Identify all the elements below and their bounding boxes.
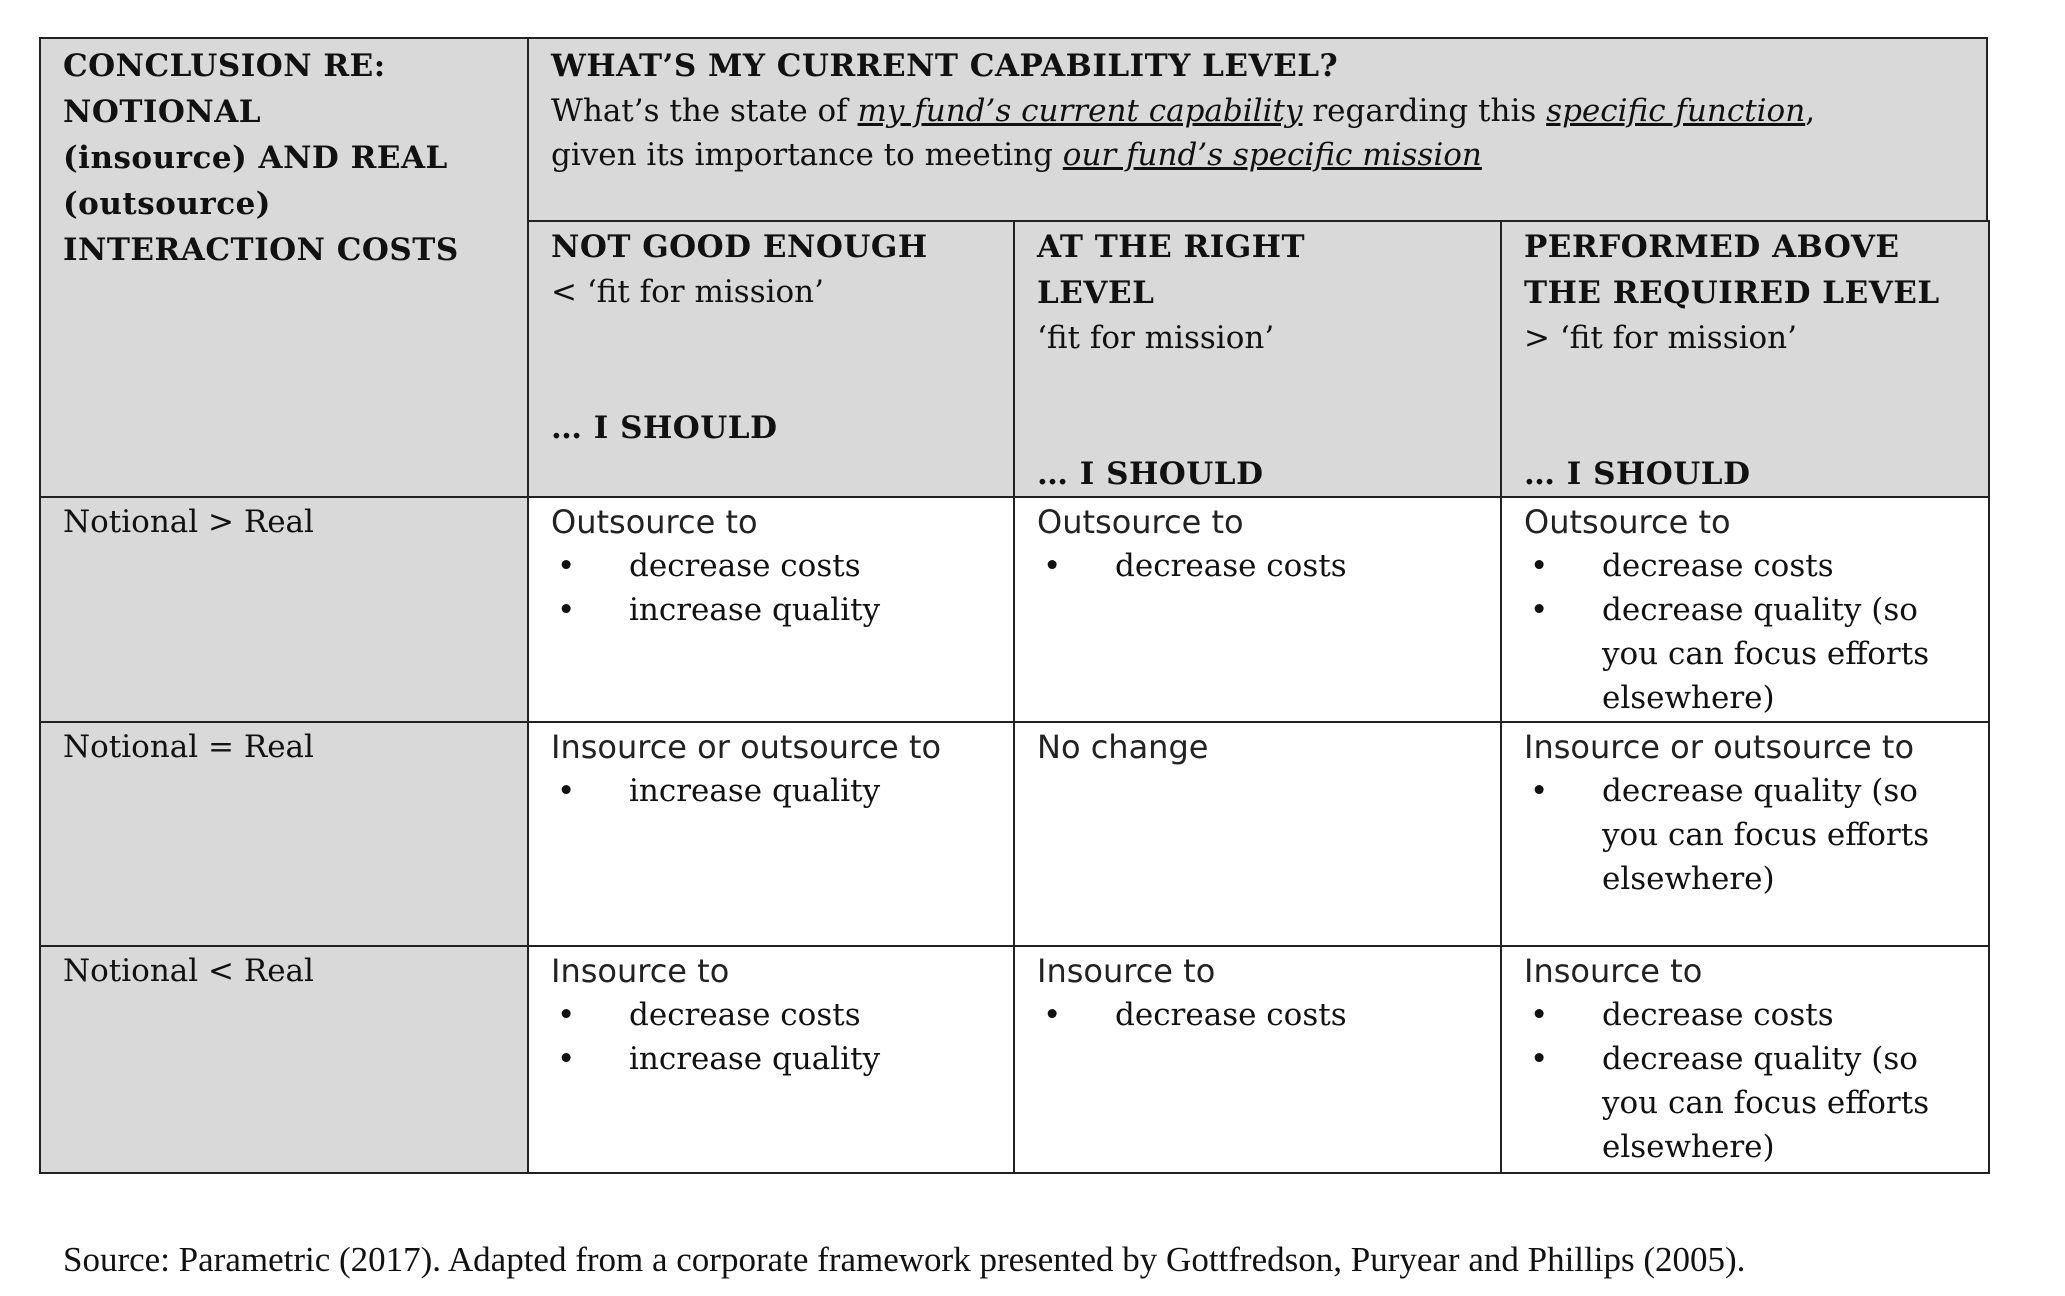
list-item bbox=[1524, 769, 1966, 901]
bullet-text: decrease costs bbox=[1115, 997, 1347, 1033]
column-subtitle: < ‘fit for mission’ bbox=[551, 274, 825, 310]
column-header bbox=[527, 220, 1015, 498]
column-header bbox=[1013, 220, 1502, 498]
source-note: Source: Parametric (2017). Adapted from a corporate framework presented by Gottfredson, Puryear and Phillips (2005). bbox=[63, 1240, 1746, 1279]
row-label: Notional > Real bbox=[39, 496, 529, 723]
table-cell bbox=[527, 721, 1015, 947]
table-cell bbox=[1500, 945, 1990, 1174]
q-emphasis: my fund’s current capability bbox=[857, 93, 1303, 129]
list-item bbox=[551, 588, 991, 632]
q-emphasis: specific function bbox=[1546, 93, 1806, 129]
list-item bbox=[1037, 544, 1478, 588]
bullet-text: decrease quality (so you can focus efforts elsewhere) bbox=[1602, 1041, 1930, 1165]
bullet-list bbox=[1037, 993, 1478, 1037]
bullet-text: decrease costs bbox=[629, 548, 861, 584]
table-cell bbox=[1500, 721, 1990, 947]
bullet-icon: • bbox=[1043, 548, 1062, 584]
bullet-icon: • bbox=[557, 773, 576, 809]
bullet-list bbox=[1524, 769, 1966, 901]
list-item bbox=[1524, 544, 1966, 588]
bullet-icon: • bbox=[557, 997, 576, 1033]
bullet-text: increase quality bbox=[629, 1041, 881, 1077]
table-cell bbox=[527, 945, 1015, 1174]
capability-title: WHAT’S MY CURRENT CAPABILITY LEVEL? bbox=[551, 48, 1339, 84]
cell-lead: Insource or outsource to bbox=[1524, 728, 1915, 766]
bullet-text: decrease costs bbox=[1602, 997, 1834, 1033]
cell-lead: Insource to bbox=[551, 952, 730, 990]
bullet-icon: • bbox=[1043, 997, 1062, 1033]
list-item bbox=[1037, 993, 1478, 1037]
row-label: Notional < Real bbox=[39, 945, 529, 1174]
list-item bbox=[551, 993, 991, 1037]
bullet-text: decrease costs bbox=[629, 997, 861, 1033]
cell-lead: Outsource to bbox=[551, 503, 758, 541]
cell-lead: Outsource to bbox=[1037, 503, 1244, 541]
list-item bbox=[551, 769, 991, 813]
column-title: AT THE RIGHT LEVEL bbox=[1037, 229, 1306, 311]
q-emphasis: our fund’s specific mission bbox=[1062, 137, 1482, 173]
column-header bbox=[1500, 220, 1990, 498]
q-text: , given its importance to meeting bbox=[551, 93, 1816, 173]
bullet-list bbox=[1524, 544, 1966, 720]
table-cell bbox=[1013, 721, 1502, 947]
cell-lead: Outsource to bbox=[1524, 503, 1731, 541]
bullet-icon: • bbox=[1530, 548, 1549, 584]
corner-line: (insource) AND REAL bbox=[63, 140, 448, 176]
list-item bbox=[551, 544, 991, 588]
column-title: PERFORMED ABOVE THE REQUIRED LEVEL bbox=[1524, 229, 1940, 311]
cell-lead: Insource or outsource to bbox=[551, 728, 942, 766]
list-item bbox=[1524, 588, 1966, 720]
list-item bbox=[551, 1037, 991, 1081]
bullet-icon: • bbox=[557, 548, 576, 584]
bullet-text: decrease quality (so you can focus efforts elsewhere) bbox=[1602, 592, 1930, 716]
capability-header bbox=[527, 37, 1988, 222]
bullet-list bbox=[1037, 544, 1478, 588]
column-title: NOT GOOD ENOUGH bbox=[551, 229, 928, 265]
cell-lead: No change bbox=[1037, 728, 1209, 766]
row-label: Notional = Real bbox=[39, 721, 529, 947]
corner-line: NOTIONAL bbox=[63, 94, 262, 130]
bullet-list bbox=[551, 544, 991, 632]
bullet-text: increase quality bbox=[629, 592, 881, 628]
corner-line: INTERACTION COSTS bbox=[63, 232, 459, 268]
bullet-text: decrease costs bbox=[1602, 548, 1834, 584]
table-cell bbox=[1013, 945, 1502, 1174]
bullet-text: increase quality bbox=[629, 773, 881, 809]
bullet-icon: • bbox=[1530, 592, 1549, 628]
bullet-icon: • bbox=[1530, 1041, 1549, 1077]
bullet-icon: • bbox=[1530, 997, 1549, 1033]
bullet-text: decrease costs bbox=[1115, 548, 1347, 584]
bullet-list bbox=[1524, 993, 1966, 1169]
column-should: … I SHOULD bbox=[551, 410, 778, 446]
list-item bbox=[1524, 993, 1966, 1037]
corner-header bbox=[39, 37, 529, 498]
table-cell bbox=[527, 496, 1015, 723]
bullet-icon: • bbox=[557, 1041, 576, 1077]
cell-lead: Insource to bbox=[1524, 952, 1703, 990]
column-subtitle: ‘fit for mission’ bbox=[1037, 320, 1275, 356]
column-subtitle: > ‘fit for mission’ bbox=[1524, 320, 1798, 356]
corner-line: (outsource) bbox=[63, 186, 271, 222]
column-should: … I SHOULD bbox=[1524, 456, 1751, 492]
list-item bbox=[1524, 1037, 1966, 1169]
bullet-list bbox=[551, 993, 991, 1081]
bullet-list bbox=[551, 769, 991, 813]
q-text: regarding this bbox=[1302, 93, 1547, 129]
bullet-icon: • bbox=[557, 592, 576, 628]
table-cell bbox=[1500, 496, 1990, 723]
column-should: … I SHOULD bbox=[1037, 456, 1264, 492]
capability-question bbox=[551, 89, 1851, 177]
corner-line: CONCLUSION RE: bbox=[63, 48, 386, 84]
q-text: What’s the state of bbox=[551, 93, 858, 129]
bullet-icon: • bbox=[1530, 773, 1549, 809]
table-cell bbox=[1013, 496, 1502, 723]
cell-lead: Insource to bbox=[1037, 952, 1216, 990]
bullet-text: decrease quality (so you can focus efforts elsewhere) bbox=[1602, 773, 1930, 897]
